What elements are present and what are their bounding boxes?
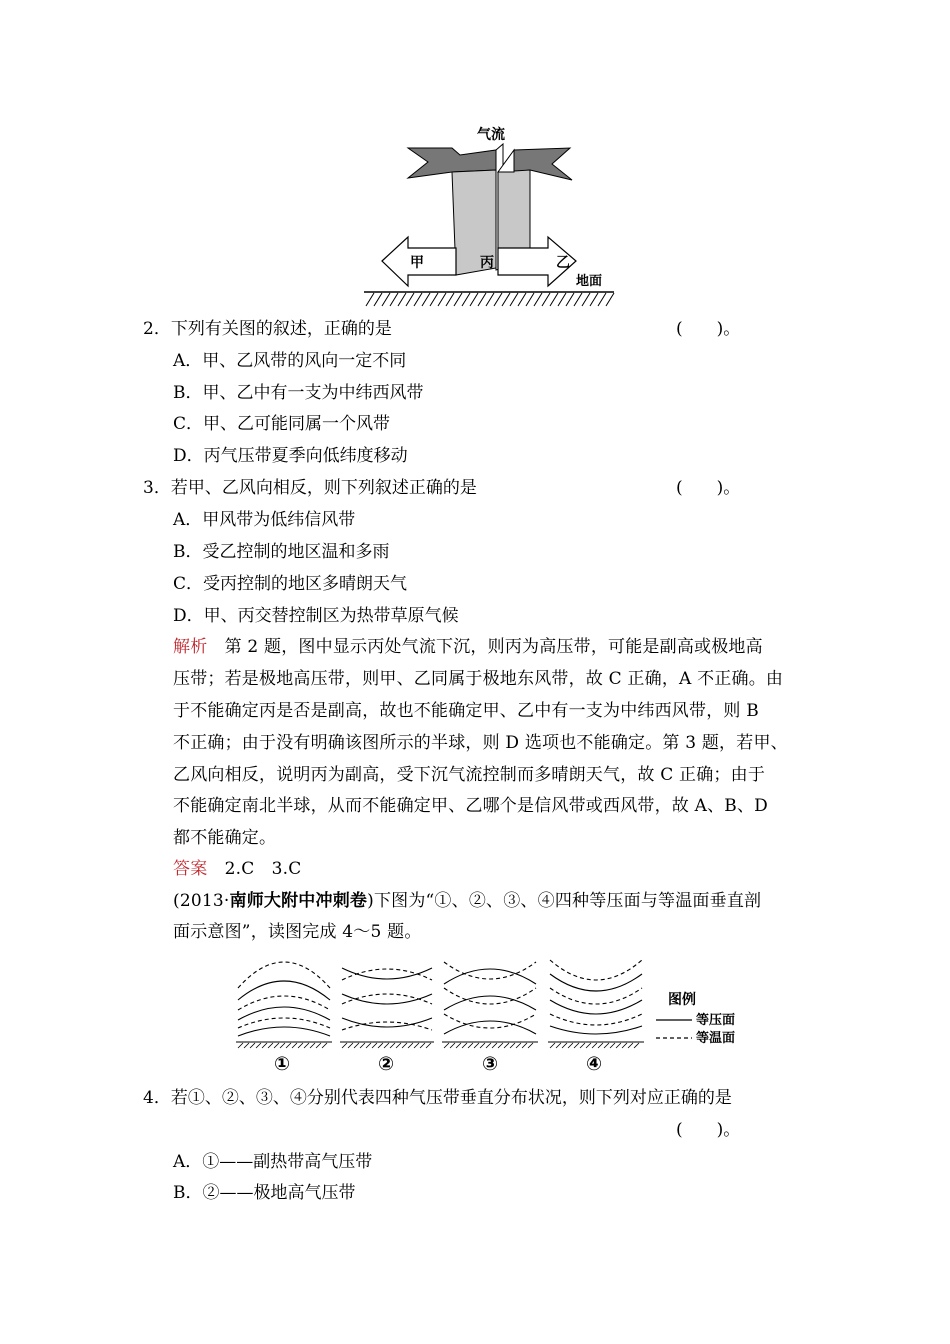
q3-stem: 3．若甲、乙风向相反，则下列叙述正确的是 (143, 478, 477, 498)
panel-label-1: ① (274, 1053, 291, 1075)
right-label: 乙 (556, 255, 570, 271)
intro-line-2: 面示意图”，读图完成 4～5 题。 (173, 922, 422, 942)
analysis-label: 解析 (173, 637, 208, 657)
panel-label-4: ④ (586, 1053, 603, 1075)
analysis-line-1: 解析 第 2 题，图中显示丙处气流下沉，则丙为高压带，可能是副高或极地高 (173, 637, 763, 657)
legend-title: 图例 (668, 992, 696, 1008)
q2-option-d: D．丙气压带夏季向低纬度移动 (173, 446, 408, 466)
q4-stem: 4．若①、②、③、④分别代表四种气压带垂直分布状况，则下列对应正确的是 (143, 1088, 732, 1108)
answer-line (173, 858, 809, 880)
ground-label: 地面 (576, 274, 603, 289)
panel-2-lines (342, 968, 432, 1030)
q3-answer-paren: ( )。 (676, 478, 741, 498)
middle-label: 丙 (480, 255, 494, 271)
panel-3-lines (444, 962, 536, 1034)
intro-line-1: (2013·南师大附中冲刺卷)下图为“①、②、③、④四种等压面与等温面垂直剖 (173, 891, 762, 911)
legend-isobar-label: 等压面 (696, 1013, 736, 1028)
isobar-isotherm-diagram (232, 948, 752, 1076)
q2-option-c: C．甲、乙可能同属一个风带 (173, 414, 391, 434)
q2-stem: 2．下列有关图的叙述，正确的是 (143, 319, 392, 339)
q4-option-a: A．①——副热带高气压带 (173, 1152, 373, 1172)
intro-source: 南师大附中冲刺卷 (229, 891, 368, 911)
analysis-line-6: 不能确定南北半球，从而不能确定甲、乙哪个是信风带或西风带，故 A、B、D (173, 796, 769, 816)
analysis-line-3: 于不能确定丙是否是副高，故也不能确定甲、乙中有一支为中纬西风带，则 B (173, 701, 759, 721)
analysis-line-5: 乙风向相反，说明丙为副高，受下沉气流控制而多晴朗天气，故 C 正确；由于 (173, 765, 766, 785)
ground-hatch (366, 293, 614, 306)
q2-option-b: B．甲、乙中有一支为中纬西风带 (173, 383, 424, 403)
airflow-diagram (360, 120, 620, 308)
answer-label: 答案 (173, 859, 208, 879)
panel-4-lines (550, 960, 642, 1034)
legend-isotherm-label: 等温面 (696, 1031, 736, 1046)
q2-option-a: A．甲、乙风带的风向一定不同 (173, 351, 407, 371)
q3-option-a: A．甲风带为低纬信风带 (173, 510, 356, 530)
panel-label-2: ② (378, 1053, 395, 1075)
q3-option-d: D．甲、丙交替控制区为热带草原气候 (173, 606, 459, 626)
q4-answer-paren: ( )。 (676, 1120, 741, 1140)
q4-option-b: B．②——极地高气压带 (173, 1183, 356, 1203)
airflow-label: 气流 (477, 127, 505, 143)
q3-option-b: B．受乙控制的地区温和多雨 (173, 542, 390, 562)
panel-label-3: ③ (482, 1053, 499, 1075)
answer-text: 2.C 3.C (207, 859, 302, 879)
analysis-line-4: 不正确；由于没有明确该图所示的半球，则 D 选项也不能确定。第 3 题，若甲、 (173, 733, 788, 753)
analysis-line-2: 压带；若是极地高压带，则甲、乙同属于极地东风带，故 C 正确，A 不正确。由 (173, 669, 784, 689)
panel-1-lines (238, 962, 330, 1036)
q2-answer-paren: ( )。 (676, 319, 741, 339)
left-label: 甲 (410, 255, 424, 271)
ground-hatch-2 (238, 1043, 639, 1048)
q3-option-c: C．受丙控制的地区多晴朗天气 (173, 574, 408, 594)
analysis-line-7: 都不能确定。 (173, 828, 277, 848)
